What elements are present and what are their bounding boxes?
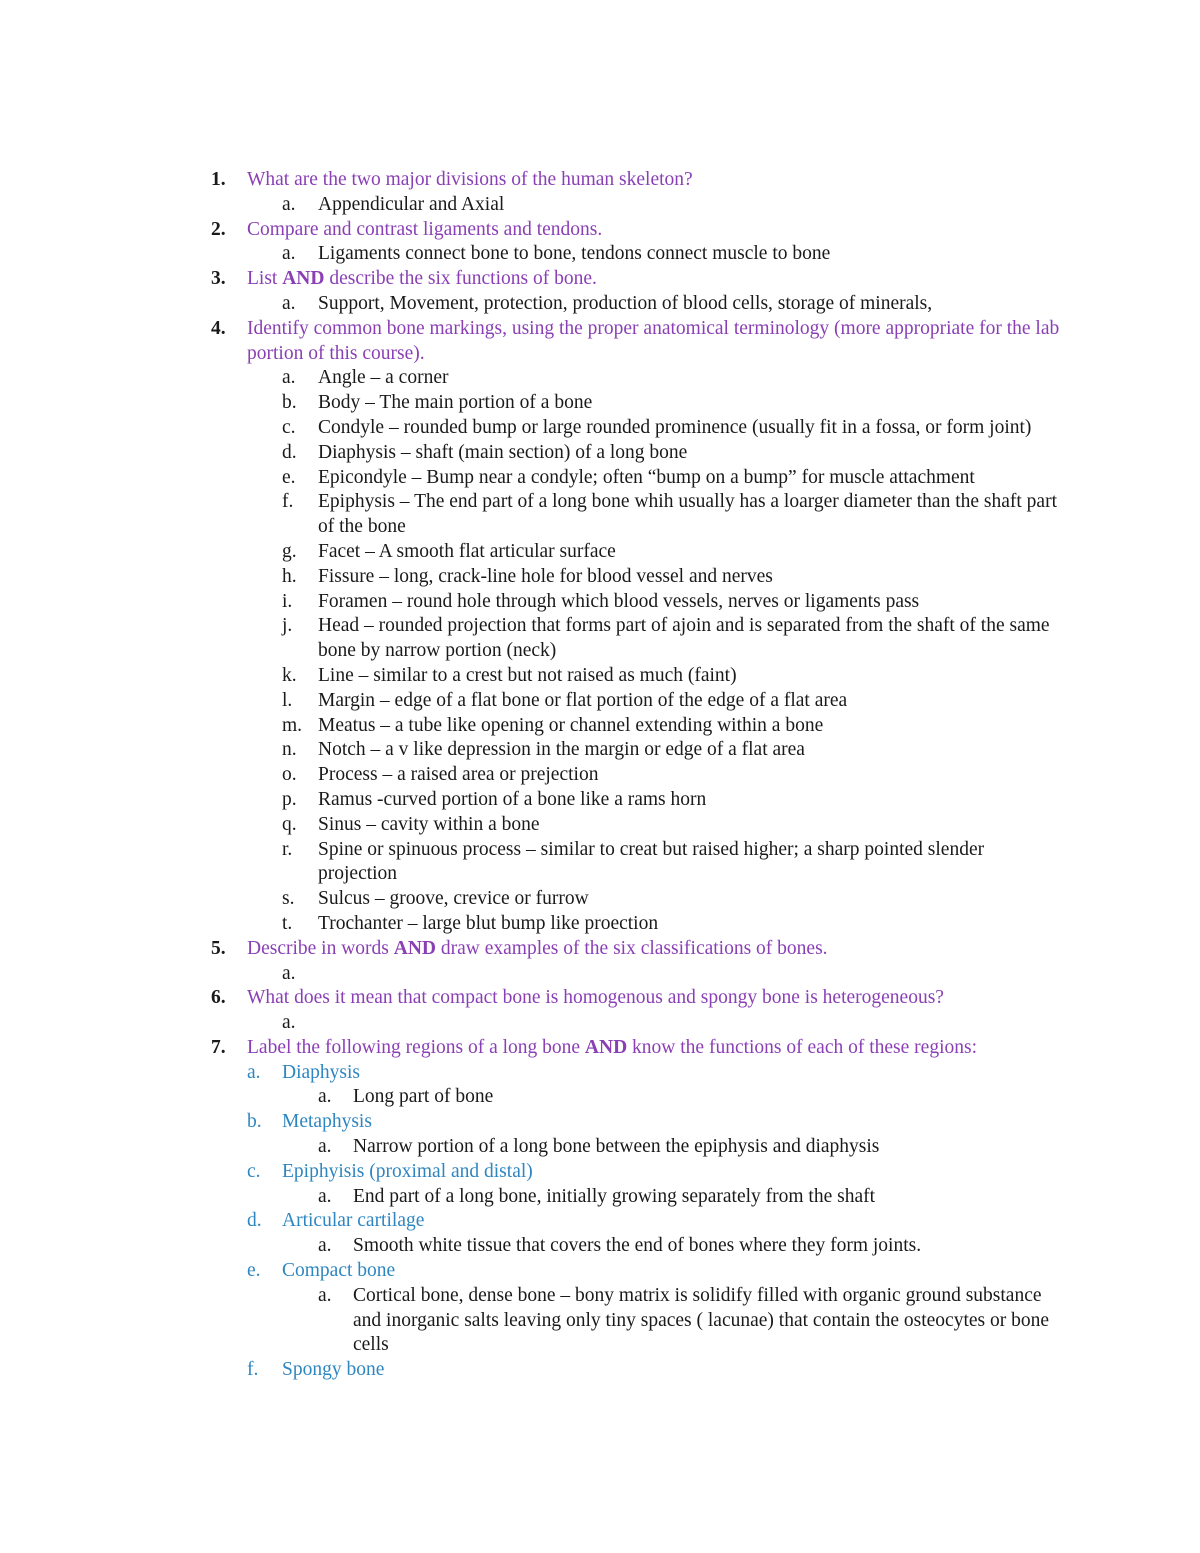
answer-text: Trochanter – large blut bump like proection xyxy=(318,912,659,934)
region-label: d. xyxy=(247,1210,262,1232)
answer-label: a. xyxy=(282,292,296,314)
question-2 xyxy=(0,218,1200,243)
question-1 xyxy=(0,168,1200,193)
region-item xyxy=(0,1358,1200,1383)
answer-text: Long part of bone xyxy=(353,1086,494,1108)
answer-label: l. xyxy=(282,689,293,711)
answer-text: Diaphysis – shaft (main section) of a long bone xyxy=(318,441,688,463)
bone-marking-item xyxy=(0,887,1200,912)
answer-label: n. xyxy=(282,739,297,761)
question-5 xyxy=(0,937,1200,962)
answer-text: Ligaments connect bone to bone, tendons connect muscle to bone xyxy=(318,243,831,265)
answer-label: r. xyxy=(282,838,293,860)
answer-label: a. xyxy=(282,243,296,265)
bone-marking-item xyxy=(0,689,1200,714)
answer-label: k. xyxy=(282,664,297,686)
answer-item xyxy=(0,193,1200,218)
bone-marking-item xyxy=(0,466,1200,491)
question-number: 7. xyxy=(211,1036,226,1058)
region-item xyxy=(0,1259,1200,1284)
region-answer xyxy=(0,1185,1200,1210)
question-number: 1. xyxy=(211,169,226,190)
bone-markings-list xyxy=(0,366,1200,936)
long-bone-regions-list xyxy=(0,1061,1200,1383)
answer-label: a. xyxy=(318,1086,332,1108)
answer-label: a. xyxy=(318,1185,332,1207)
answer-text: Body – The main portion of a bone xyxy=(318,392,593,414)
document-page xyxy=(0,168,1200,1383)
bone-marking-item xyxy=(0,714,1200,739)
answer-label: m. xyxy=(282,714,303,736)
answer-text: Smooth white tissue that covers the end of bones where they form joints. xyxy=(353,1235,922,1257)
answer-label: b. xyxy=(282,392,297,414)
bone-marking-item xyxy=(0,788,1200,813)
question-text: List AND describe the six functions of bone. xyxy=(247,268,597,290)
answer-label: a. xyxy=(282,367,296,389)
region-name: Compact bone xyxy=(282,1260,396,1282)
answer-label: i. xyxy=(282,590,293,612)
bone-marking-item xyxy=(0,590,1200,615)
question-number: 4. xyxy=(211,317,226,339)
question-7 xyxy=(0,1036,1200,1061)
bone-marking-item xyxy=(0,366,1200,391)
answer-label: a. xyxy=(318,1284,332,1306)
answer-text: Notch – a v like depression in the margin or edge of a flat area xyxy=(318,739,805,761)
bone-marking-item xyxy=(0,614,1200,664)
region-name: Articular cartilage xyxy=(282,1210,425,1232)
question-text: Identify common bone markings, using the proper anatomical terminology (more appropriate for the lab portion of this course). xyxy=(247,317,1060,364)
region-item xyxy=(0,1209,1200,1234)
answer-text: Epicondyle – Bump near a condyle; often “bump on a bump” for muscle attachment xyxy=(318,466,975,488)
region-label: b. xyxy=(247,1111,262,1133)
region-item xyxy=(0,1061,1200,1086)
bone-marking-item xyxy=(0,738,1200,763)
question-text: What does it mean that compact bone is homogenous and spongy bone is heterogeneous? xyxy=(247,987,944,1009)
answer-label: o. xyxy=(282,764,297,786)
question-number: 3. xyxy=(211,268,226,290)
bone-marking-item xyxy=(0,763,1200,788)
question-text: Compare and contrast ligaments and tendons. xyxy=(247,218,603,240)
answer-item xyxy=(0,962,1200,987)
answer-text: Cortical bone, dense bone – bony matrix is solidify filled with organic ground substance and inorganic salts leaving only tiny spaces ( lacunae) that contain the osteocytes or bone cells xyxy=(353,1284,1050,1356)
answer-label: a. xyxy=(282,1012,296,1034)
answer-label: a. xyxy=(318,1136,332,1158)
question-3 xyxy=(0,267,1200,292)
answer-text: Appendicular and Axial xyxy=(318,193,505,215)
answer-item xyxy=(0,1011,1200,1036)
answer-label: e. xyxy=(282,466,296,488)
region-answer xyxy=(0,1135,1200,1160)
region-name: Diaphysis xyxy=(282,1061,360,1083)
answer-label: p. xyxy=(282,788,297,810)
answer-text: Head – rounded projection that forms part of ajoin and is separated from the shaft of the same bone by narrow portion (neck) xyxy=(318,615,1050,662)
question-text: What are the two major divisions of the human skeleton? xyxy=(247,169,693,190)
answer-label: s. xyxy=(282,888,295,910)
bone-marking-item xyxy=(0,416,1200,441)
answer-text: Margin – edge of a flat bone or flat portion of the edge of a flat area xyxy=(318,689,848,711)
answer-text: End part of a long bone, initially growing separately from the shaft xyxy=(353,1185,876,1207)
answer-item xyxy=(0,292,1200,317)
region-label: e. xyxy=(247,1260,261,1282)
bone-marking-item xyxy=(0,441,1200,466)
answer-text: Angle – a corner xyxy=(318,367,449,389)
question-6 xyxy=(0,986,1200,1011)
answer-label: q. xyxy=(282,813,297,835)
question-number: 2. xyxy=(211,218,226,240)
region-name: Spongy bone xyxy=(282,1359,385,1381)
region-answer xyxy=(0,1284,1200,1358)
answer-text: Narrow portion of a long bone between the epiphysis and diaphysis xyxy=(353,1136,880,1158)
answer-label: d. xyxy=(282,441,297,463)
bone-marking-item xyxy=(0,912,1200,937)
answer-text xyxy=(318,962,1060,987)
answer-text: Epiphysis – The end part of a long bone whih usually has a loarger diameter than the shaft part of the bone xyxy=(318,491,1058,538)
answer-text: Foramen – round hole through which blood vessels, nerves or ligaments pass xyxy=(318,590,920,612)
answer-label: f. xyxy=(282,491,294,513)
answer-text: Line – similar to a crest but not raised as much (faint) xyxy=(318,664,737,686)
region-answer xyxy=(0,1234,1200,1259)
region-answer xyxy=(0,1085,1200,1110)
question-text: Label the following regions of a long bone AND know the functions of each of these regions: xyxy=(247,1036,977,1058)
answer-text: Sinus – cavity within a bone xyxy=(318,813,540,835)
answer-text: Spine or spinuous process – similar to creat but raised higher; a sharp pointed slender projection xyxy=(318,838,985,885)
answer-text: Meatus – a tube like opening or channel extending within a bone xyxy=(318,714,824,736)
region-item xyxy=(0,1160,1200,1185)
answer-label: a. xyxy=(318,1235,332,1257)
bone-marking-item xyxy=(0,813,1200,838)
bone-marking-item xyxy=(0,838,1200,888)
region-label: c. xyxy=(247,1160,261,1182)
bone-marking-item xyxy=(0,391,1200,416)
answer-text: Ramus -curved portion of a bone like a rams horn xyxy=(318,788,707,810)
answer-text: Support, Movement, protection, production of blood cells, storage of minerals, xyxy=(318,292,933,314)
answer-label: a. xyxy=(282,193,296,215)
bone-marking-item xyxy=(0,565,1200,590)
answer-text: Condyle – rounded bump or large rounded prominence (usually fit in a fossa, or form joint) xyxy=(318,416,1032,438)
answer-text: Sulcus – groove, crevice or furrow xyxy=(318,888,589,910)
answer-item xyxy=(0,242,1200,267)
answer-label: c. xyxy=(282,416,296,438)
answer-label: j. xyxy=(282,615,293,637)
bone-marking-item xyxy=(0,540,1200,565)
answer-label: h. xyxy=(282,565,297,587)
answer-text: Fissure – long, crack-line hole for blood vessel and nerves xyxy=(318,565,773,587)
answer-label: g. xyxy=(282,540,297,562)
question-number: 6. xyxy=(211,987,226,1009)
answer-label: a. xyxy=(282,962,296,984)
question-number: 5. xyxy=(211,937,226,959)
region-label: f. xyxy=(247,1359,259,1381)
region-item xyxy=(0,1110,1200,1135)
region-name: Epiphyisis (proximal and distal) xyxy=(282,1160,533,1182)
answer-text xyxy=(318,1011,1060,1036)
answer-text: Process – a raised area or prejection xyxy=(318,764,599,786)
answer-text: Facet – A smooth flat articular surface xyxy=(318,540,616,562)
bone-marking-item xyxy=(0,490,1200,540)
region-label: a. xyxy=(247,1061,261,1083)
bone-marking-item xyxy=(0,664,1200,689)
question-4 xyxy=(0,317,1200,367)
question-text: Describe in words AND draw examples of the six classifications of bones. xyxy=(247,937,828,959)
region-name: Metaphysis xyxy=(282,1111,372,1133)
answer-label: t. xyxy=(282,912,293,934)
